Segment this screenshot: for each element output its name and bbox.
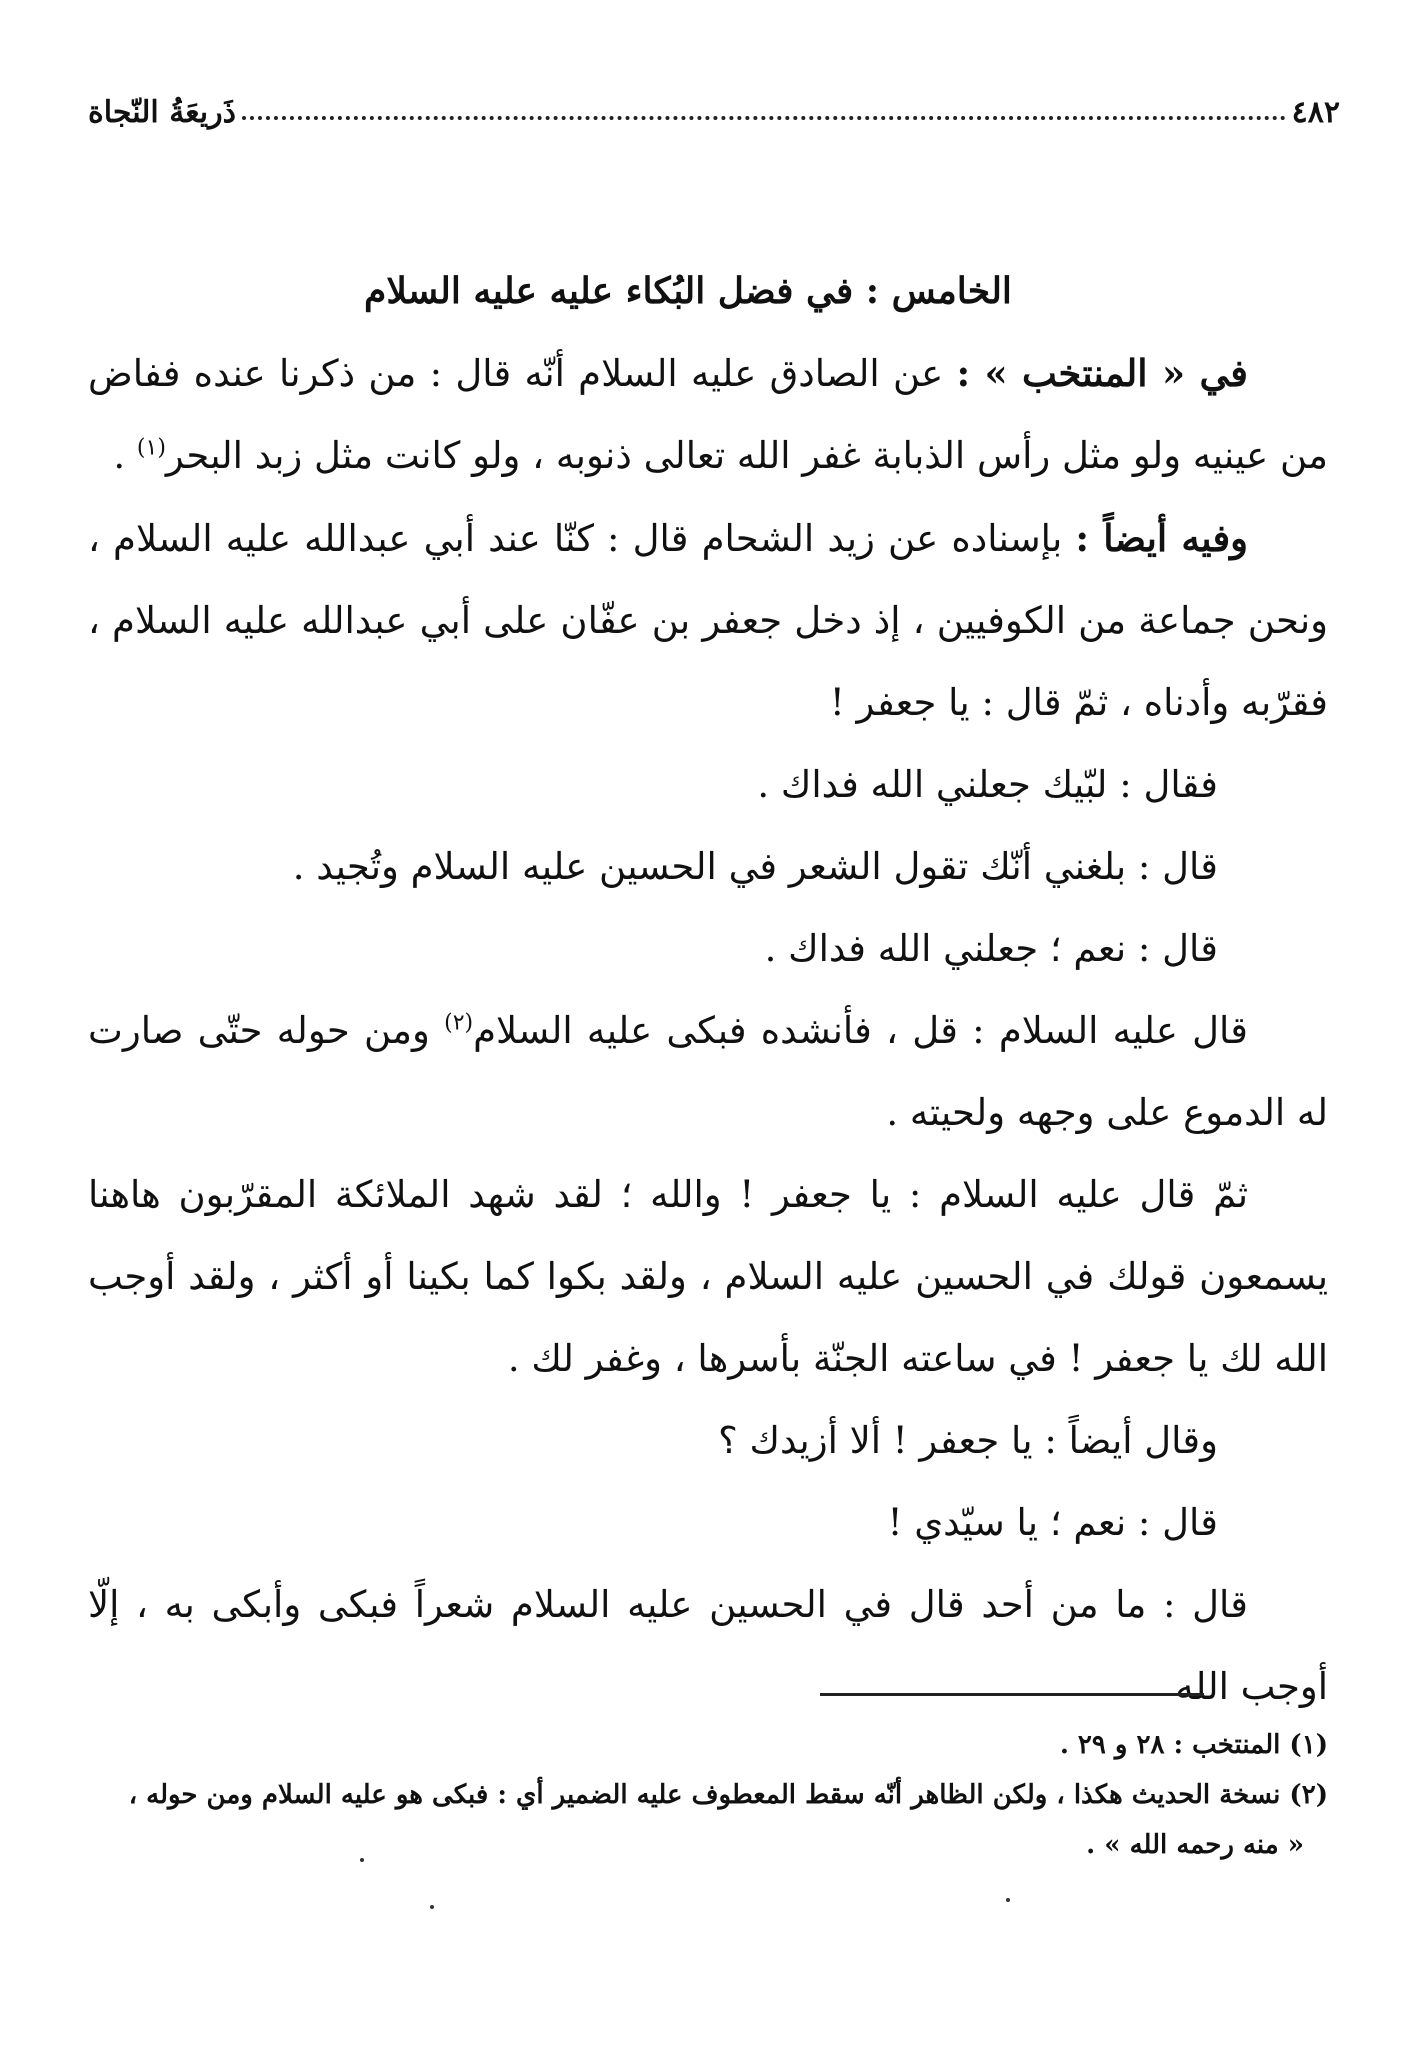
dialog-line: قال : نعم ؛ يا سيّدي ! xyxy=(887,1501,1218,1544)
paper-speck xyxy=(1006,1898,1010,1902)
section-heading: الخامس : في فضل البُكاء عليه عليه السلام xyxy=(364,270,1012,312)
paragraph-5: قال : ما من أحد قال في الحسين عليه السلام شعراً فبكى وأبكى به ، إلّا أوجب الله xyxy=(88,1583,1328,1708)
footnote-ref-1[interactable]: (١) xyxy=(136,435,166,461)
page-number: ٤٨٢ xyxy=(1291,95,1340,130)
leader-dots xyxy=(242,116,1286,120)
paragraph-text: عن الصادق عليه السلام أنّه قال : من ذكرنا عنده ففاض من عينيه ولو مثل رأس الذبابة غفر الله تعالى ذنوبه ، ولو كانت مثل زبد البحر xyxy=(88,352,1328,477)
dialog-line: وقال أيضاً : يا جعفر ! ألا أزيدك ؟ xyxy=(718,1419,1218,1462)
source-label: في « المنتخب » : xyxy=(956,351,1248,395)
body-text xyxy=(88,250,1328,1728)
footnote-1: (١) المنتخب : ٢٨ و ٢٩ . xyxy=(1059,1730,1328,1760)
footnotes xyxy=(88,1720,1328,1870)
paragraph-4: ثمّ قال عليه السلام : يا جعفر ! والله ؛ لقد شهد الملائكة المقرّبون هاهنا يسمعون قولك في الحسين عليه السلام ، ولقد بكوا كما بكينا أو أكثر ، ولقد أوجب الله لك يا جعفر ! في ساعته الجنّة بأسرها ، وغفر لك . xyxy=(88,1173,1328,1380)
paragraph-1 xyxy=(88,332,1328,497)
book-title: ذَريعَةُ النّجاة xyxy=(88,95,236,130)
dialog-line: قال : نعم ؛ جعلني الله فداك . xyxy=(764,927,1218,970)
paper-speck xyxy=(430,1905,434,1909)
dialog-line: فقال : لبّيك جعلني الله فداك . xyxy=(757,763,1218,806)
source-label: وفيه أيضاً : xyxy=(1075,516,1248,560)
paragraph-end: ومن حوله حتّى صارت له الدموع على وجهه ولحيته . xyxy=(88,1009,1328,1134)
paragraph-text: قال عليه السلام : قل ، فأنشده فبكى عليه السلام xyxy=(473,1009,1248,1052)
paper-speck xyxy=(360,1858,364,1862)
paragraph-3 xyxy=(88,990,1328,1154)
dialog-line: قال : بلغني أنّك تقول الشعر في الحسين عليه السلام وتُجيد . xyxy=(292,845,1218,888)
footnote-2: (٢) نسخة الحديث هكذا ، ولكن الظاهر أنّه سقط المعطوف عليه الضمير أي : فبكى هو عليه السلام ومن حوله ، xyxy=(128,1780,1328,1810)
paragraph-2 xyxy=(88,497,1328,744)
footnote-separator xyxy=(820,1693,1204,1696)
paragraph-text: بإسناده عن زيد الشحام قال : كنّا عند أبي عبدالله عليه السلام ، ونحن جماعة من الكوفيين ، إذ دخل جعفر بن عفّان على أبي عبدالله عليه السلام ، فقرّبه وأدناه ، ثمّ قال : يا جعفر ! xyxy=(88,517,1328,724)
paragraph-end: . xyxy=(113,434,137,477)
running-header xyxy=(88,70,1340,130)
footnote-ref-2[interactable]: (٢) xyxy=(444,1010,474,1036)
footnote-2-continuation: « منه رحمه الله » . xyxy=(1086,1830,1304,1860)
